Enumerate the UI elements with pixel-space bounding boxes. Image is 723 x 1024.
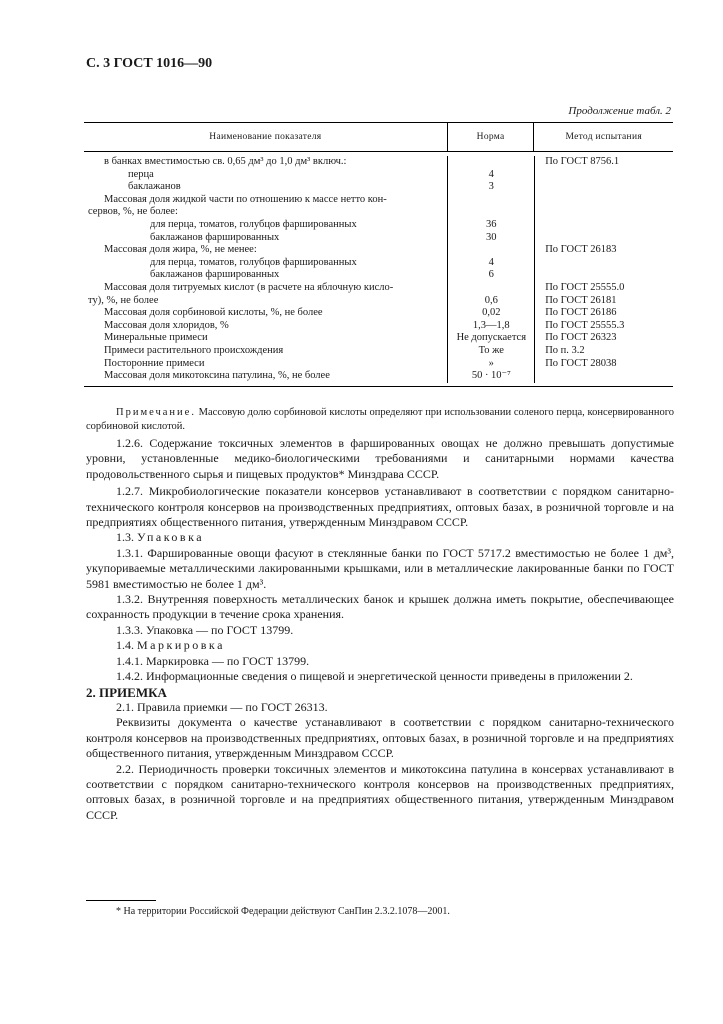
table-cell-norm: 3 — [488, 181, 494, 193]
paragraph-2-1: 2.1. Правила приемки — по ГОСТ 26313. — [116, 699, 328, 714]
column-header-indicator: Наименование показателя — [209, 132, 322, 142]
table-cell-method: По ГОСТ 26323 — [545, 332, 617, 344]
heading-packaging-number: 1.3. — [116, 530, 137, 545]
table-cell-norm — [448, 156, 534, 169]
table-cell-indicator: Массовая доля хлоридов, % — [104, 319, 229, 331]
table-cell-indicator: сервов, %, не более: — [88, 206, 178, 218]
table-cell-indicator: Массовая доля жира, %, не менее: — [104, 244, 257, 256]
table-cell-indicator: Массовая доля жидкой части по отношению к массе нетто кон- — [104, 193, 387, 205]
column-header-norm: Норма — [447, 123, 534, 151]
table-continuation-label: Продолжение табл. 2 — [568, 105, 671, 117]
table-cell-method — [545, 219, 673, 232]
section-2-title: 2. ПРИЕМКА — [86, 684, 167, 700]
paragraph-1-3-1: 1.3.1. Фаршированные овощи фасуют в стеклянные банки по ГОСТ 5717.2 вместимостью не более 1 дм³, укупориваемые металлическими лакированными крышками, или в металлические лакированные банки по ГОСТ 5981 вместимостью не более 1 дм³. — [86, 545, 674, 591]
paragraph-1-2-6: 1.2.6. Содержание токсичных элементов в фаршированных овощах не должно превышать допустимые уровни, установленные медико-биологическими требованиями и санитарными нормами качества продовольственного сырья и пищевых продуктов* Минздрава СССР. — [86, 436, 674, 481]
table-cell-indicator: Массовая доля титруемых кислот (в расчете на яблочную кисло- — [104, 281, 394, 293]
heading-marking — [86, 638, 674, 653]
note-text: Массовую долю сорбиновой кислоты определяют при использовании соленого перца, консервированного сорбиновой кислотой. — [86, 407, 674, 432]
table-cell-norm — [448, 194, 534, 207]
paragraph-1-3-3: 1.3.3. Упаковка — по ГОСТ 13799. — [116, 622, 294, 637]
heading-marking-text: Маркировка — [137, 638, 225, 653]
table-cell-indicator: баклажанов — [128, 181, 181, 193]
indicator-column — [84, 156, 447, 383]
column-header-method: Метод испытания — [533, 123, 673, 151]
footnote: * На территории Российской Федерации действуют СанПин 2.3.2.1078—2001. — [116, 906, 450, 917]
table-cell-method: По ГОСТ 26186 — [545, 307, 617, 319]
table-cell-norm: 4 — [488, 256, 494, 268]
table-cell-indicator: Посторонние примеси — [104, 357, 205, 369]
table-cell-method: По ГОСТ 26181 — [545, 294, 617, 306]
table-cell-indicator: баклажанов фаршированных — [150, 231, 280, 243]
table-cell-norm — [448, 206, 534, 219]
table-cell-method — [545, 232, 673, 245]
paragraph-1-4-1: 1.4.1. Маркировка — по ГОСТ 13799. — [116, 653, 310, 668]
table-cell-method — [545, 194, 673, 207]
document-body — [86, 436, 674, 823]
table-cell-method — [545, 257, 673, 270]
table-cell-method — [545, 269, 673, 282]
table-cell-norm: 1,3—1,8 — [472, 319, 510, 331]
paragraph-2-2: 2.2. Периодичность проверки токсичных элементов и микотоксина патулина в консервах устанавливают в соответствии с порядком санитарно-технического контроля консервов на производственных предприятиях, оптовых базах, в розничной торговле и на предприятиях общественного питания, утвержденным Минздравом СССР. — [86, 761, 674, 822]
table-cell-norm — [448, 244, 534, 257]
heading-packaging-text: Упаковка — [137, 530, 205, 545]
table-cell-method: По ГОСТ 26183 — [545, 244, 617, 256]
table-cell-norm: 6 — [488, 269, 494, 281]
table-cell-method: По ГОСТ 28038 — [545, 357, 617, 369]
table-cell-norm: » — [488, 357, 494, 369]
table-cell-method — [545, 370, 673, 383]
table-cell-indicator: перца — [128, 168, 154, 180]
table-cell-method — [545, 169, 673, 182]
paragraph-1-4-2: 1.4.2. Информационные сведения о пищевой и энергетической ценности приведены в приложении 2. — [116, 669, 633, 684]
table-header — [84, 123, 673, 152]
table-cell-norm: 50 · 10⁻⁷ — [471, 370, 511, 382]
table-cell-method — [545, 206, 673, 219]
table-cell-indicator: Минеральные примеси — [104, 332, 208, 344]
table-cell-indicator: в банках вместимостью св. 0,65 дм³ до 1,0 дм³ включ.: — [104, 156, 347, 167]
paragraph-1-3-2: 1.3.2. Внутренняя поверхность металлических банок и крышек должна иметь покрытие, обеспечивающее сохранность продукции в течение срока хранения. — [86, 592, 674, 622]
table-cell-norm — [448, 282, 534, 295]
paragraph-2-1-details: Реквизиты документа о качестве устанавливают в соответствии с порядком санитарно-технического контроля консервов на производственных предприятиях, оптовых базах, в розничной торговле и на предприятиях общественного питания, утвержденным Минздравом СССР. — [86, 715, 674, 761]
table-cell-norm: 0,02 — [482, 307, 501, 319]
table-cell-method: По ГОСТ 25555.3 — [545, 319, 625, 331]
table-cell-indicator: для перца, томатов, голубцов фаршированных — [150, 256, 357, 268]
page-header: С. 3 ГОСТ 1016—90 — [86, 56, 213, 71]
table-cell-method — [545, 181, 673, 194]
table-cell-indicator: для перца, томатов, голубцов фаршированных — [150, 218, 357, 230]
heading-marking-number: 1.4. — [116, 638, 137, 653]
method-column — [534, 156, 673, 383]
table-note — [86, 406, 674, 434]
table-cell-indicator: Примеси растительного происхождения — [104, 344, 284, 356]
table-cell-norm: 0,6 — [484, 294, 498, 306]
table-cell-norm: 4 — [488, 168, 494, 180]
table-cell-indicator: баклажанов фаршированных — [150, 269, 280, 281]
indicators-table — [84, 122, 673, 387]
heading-packaging — [86, 530, 674, 545]
table-body — [84, 152, 673, 386]
table-cell-norm: То же — [478, 344, 504, 356]
norm-column — [447, 156, 534, 383]
table-cell-method: По п. 3.2 — [545, 344, 585, 356]
note-label: Примечание. — [116, 407, 196, 418]
table-cell-norm: 30 — [486, 231, 497, 243]
table-cell-indicator: Массовая доля сорбиновой кислоты, %, не более — [104, 307, 323, 319]
table-cell-norm: 36 — [486, 218, 497, 230]
table-cell-indicator: ту), %, не более — [88, 294, 159, 306]
footnote-divider — [86, 900, 156, 901]
table-cell-indicator: Массовая доля микотоксина патулина, %, не более — [104, 370, 330, 382]
paragraph-1-2-7: 1.2.7. Микробиологические показатели консервов устанавливают в соответствии с порядком санитарно-технического контроля консервов на производственных предприятиях, оптовых базах, в розничной торговле и на предприятиях общественного питания, утвержденным Минздравом СССР. — [86, 484, 674, 530]
table-cell-norm: Не допускается — [456, 332, 527, 344]
table-cell-method: По ГОСТ 25555.0 — [545, 281, 625, 293]
table-cell-method: По ГОСТ 8756.1 — [545, 156, 620, 167]
